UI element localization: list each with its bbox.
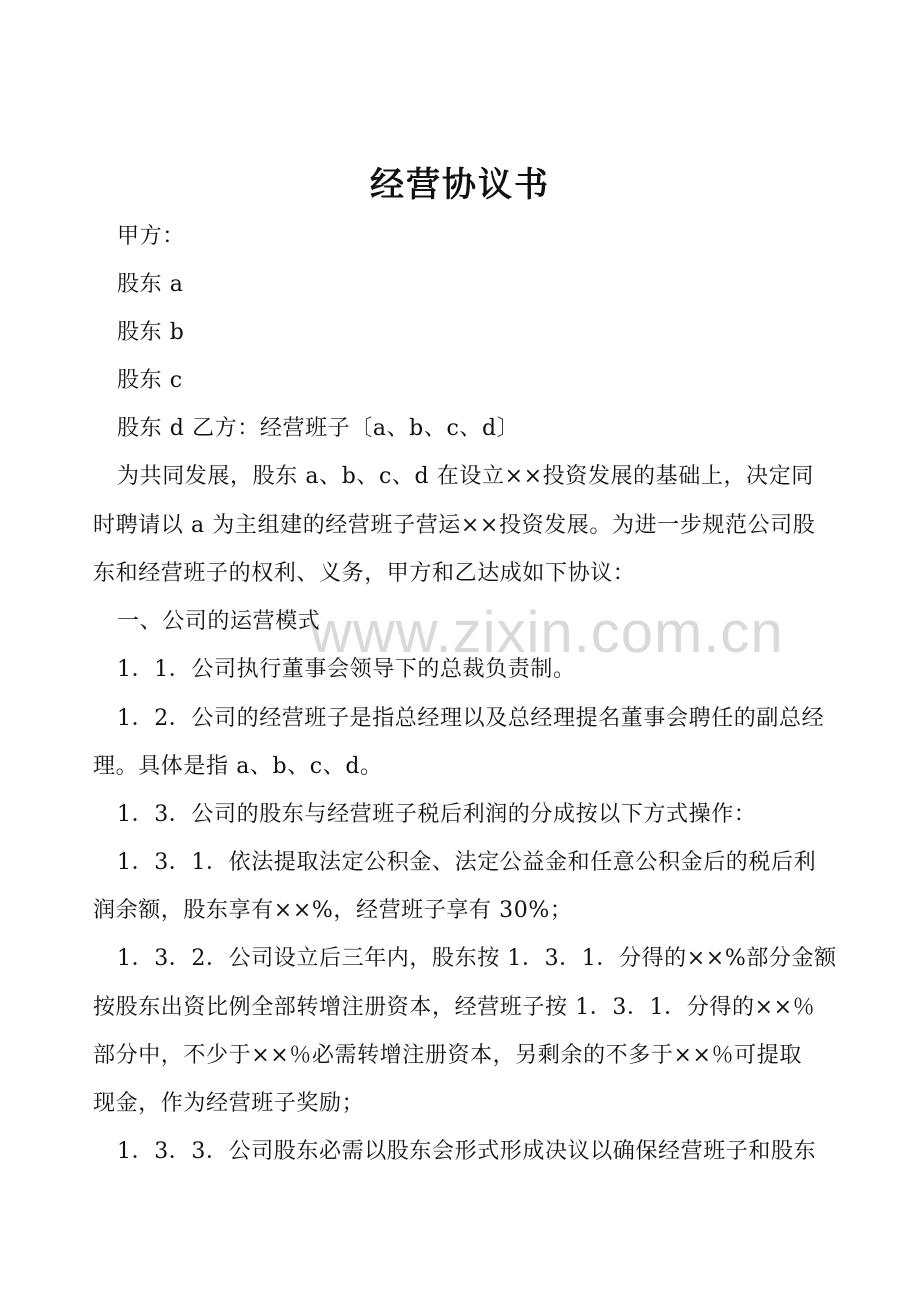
clause-1-3-3-line-1: 1．3．3．公司股东必需以股东会形式形成决议以确保经营班子和股东	[117, 1139, 817, 1164]
clause-1-1: 1．1．公司执行董事会领导下的总裁负责制。	[117, 657, 576, 682]
clause-1-3: 1．3．公司的股东与经营班子税后利润的分成按以下方式操作：	[117, 802, 757, 827]
section-heading-1: 一、公司的运营模式	[117, 609, 321, 634]
clause-1-3-1-line-2: 润余额，股东享有××%，经营班子享有 30%；	[93, 898, 573, 923]
clause-1-3-2-line-2: 按股东出资比例全部转增注册资本，经营班子按 1．3．1．分得的××％	[93, 995, 816, 1020]
clause-1-3-2-line-3: 部分中，不少于××％必需转增注册资本，另剩余的不多于××％可提取	[93, 1043, 802, 1068]
clause-1-3-2-line-1: 1．3．2．公司设立后三年内，股东按 1．3．1．分得的××%部分金额	[117, 946, 837, 971]
preamble-line-2: 时聘请以 a 为主组建的经营班子营运××投资发展。为进一步规范公司股	[93, 513, 816, 538]
preamble-line-3: 东和经营班子的权利、义务，甲方和乙达成如下协议：	[93, 561, 636, 586]
clause-1-3-1-line-1: 1．3．1．依法提取法定公积金、法定公益金和任意公积金后的税后利	[117, 850, 817, 875]
party-a-label: 甲方：	[117, 224, 185, 249]
shareholder-a: 股东 a	[117, 272, 184, 297]
shareholder-d-party-b: 股东 d 乙方：经营班子〔a、b、c、d〕	[117, 416, 520, 441]
preamble-line-1: 为共同发展，股东 a、b、c、d 在设立××投资发展的基础上，决定同	[117, 464, 814, 489]
watermark: www.zixin.com.cn	[310, 600, 784, 665]
shareholder-c: 股东 c	[117, 368, 183, 393]
shareholder-b: 股东 b	[117, 320, 185, 345]
clause-1-2-line-2: 理。具体是指 a、b、c、d。	[93, 754, 383, 779]
clause-1-2-line-1: 1．2．公司的经营班子是指总经理以及总经理提名董事会聘任的副总经	[117, 706, 825, 731]
clause-1-3-2-line-4: 现金，作为经营班子奖励；	[93, 1091, 365, 1116]
document-title: 经营协议书	[370, 165, 550, 205]
